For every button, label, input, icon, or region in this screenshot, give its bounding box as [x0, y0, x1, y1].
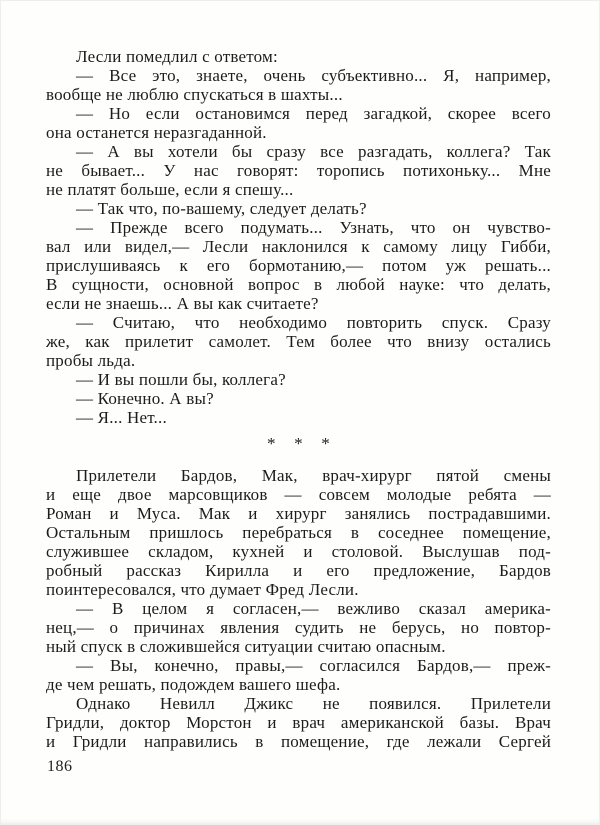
paragraph: [46, 599, 551, 656]
paragraph: [46, 389, 551, 408]
text-line: — Но если остановимся перед загадкой, скорее всего: [76, 104, 551, 123]
text-line: прислушиваясь к его бормотанию,— потом уж решать...: [46, 256, 551, 275]
text-block: [46, 47, 551, 751]
text-line: Прилетели Бардов, Мак, врач-хирург пятой смены: [76, 466, 551, 485]
text-line: — Конечно. А вы?: [76, 389, 214, 408]
text-line: — В целом я согласен,— вежливо сказал америка-: [76, 599, 551, 618]
paragraph: [46, 104, 551, 142]
text-line: — И вы пошли бы, коллега?: [76, 370, 286, 389]
text-line: робный рассказ Кирилла и его предложение, Бардов: [46, 561, 551, 580]
paragraph: [46, 47, 551, 66]
text-line: Лесли помедлил с ответом:: [76, 47, 278, 66]
paragraph: [46, 370, 551, 389]
paragraph: [46, 694, 551, 751]
text-line: не бывает... У нас говорят: торопись потихоньку... Мне: [46, 161, 551, 180]
text-line: вообще не люблю спускаться в шахты...: [46, 85, 343, 104]
text-line: — А вы хотели бы сразу все разгадать, коллега? Так: [76, 142, 551, 161]
text-line: ный спуск в сложившейся ситуации считаю опасным.: [46, 637, 446, 656]
paragraph: [46, 218, 551, 313]
text-line: если не знаешь... А вы как считаете?: [46, 294, 319, 313]
text-line: она останется неразгаданной.: [46, 123, 267, 142]
text-line: и еще двое марсовщиков — совсем молодые ребята —: [46, 485, 551, 504]
text-line: поинтересовался, что думает Фред Лесли.: [46, 580, 359, 599]
text-line: — Вы, конечно, правы,— согласился Бардов,— преж-: [76, 656, 551, 675]
paragraph: [46, 66, 551, 104]
paragraph: [46, 408, 551, 427]
text-line: же, как прилетит самолет. Тем более что внизу остались: [46, 332, 551, 351]
text-line: — Считаю, что необходимо повторить спуск. Сразу: [76, 313, 551, 332]
text-line: — Все это, знаете, очень субъективно... Я, например,: [76, 66, 551, 85]
text-line: Роман и Муса. Мак и хирург занялись пострадавшими.: [46, 504, 551, 523]
section-separator: * * *: [267, 434, 330, 453]
paragraph: [46, 313, 551, 370]
text-line: пробы льда.: [46, 351, 136, 370]
paragraph: [46, 142, 551, 199]
text-line: — Прежде всего подумать... Узнать, что он чувство-: [76, 218, 551, 237]
text-line: и Гридли направились в помещение, где лежали Сергей: [46, 732, 551, 751]
text-line: де чем решать, подождем вашего шефа.: [46, 675, 341, 694]
paragraph: [46, 656, 551, 694]
paragraph: [46, 199, 551, 218]
text-line: служившее складом, кухней и столовой. Выслушав под-: [46, 542, 551, 561]
text-line: вал или видел,— Лесли наклонился к самому лицу Гибби,: [46, 237, 551, 256]
page-number: 186: [47, 758, 73, 775]
text-line: В сущности, основной вопрос в любой науке: что делать,: [46, 275, 551, 294]
text-line: Гридли, доктор Морстон и врач американской базы. Врач: [46, 713, 551, 732]
text-line: Однако Невилл Джикс не появился. Прилетели: [76, 694, 551, 713]
paragraph: [46, 466, 551, 599]
text-line: Остальным пришлось перебраться в соседнее помещение,: [46, 523, 551, 542]
text-line: не платят больше, если я спешу...: [46, 180, 294, 199]
text-line: — Так что, по-вашему, следует делать?: [76, 199, 367, 218]
text-line: нец,— о причинах явления судить не берусь, но повтор-: [46, 618, 551, 637]
text-line: — Я... Нет...: [76, 408, 167, 427]
